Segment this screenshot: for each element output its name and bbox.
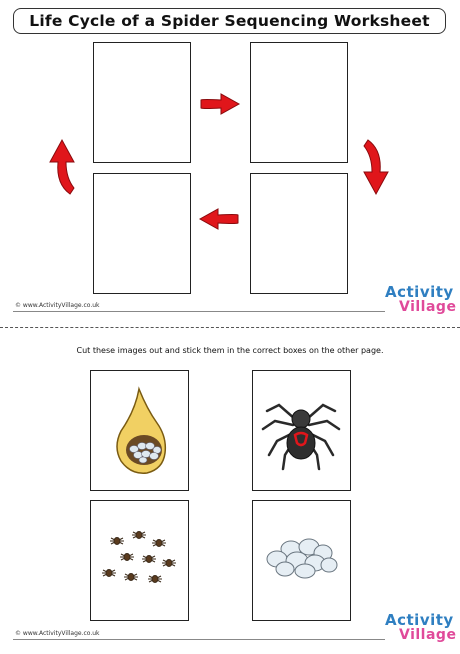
arrow-left-icon bbox=[198, 207, 240, 231]
sequence-box-2 bbox=[250, 42, 348, 163]
sequence-box-4 bbox=[93, 173, 191, 294]
copyright-text-bottom: © www.ActivityVillage.co.uk bbox=[15, 630, 100, 637]
sequence-box-1 bbox=[93, 42, 191, 163]
footer-rule-bottom bbox=[13, 639, 385, 640]
card-egg-sac bbox=[90, 370, 189, 491]
adult-spider-icon bbox=[253, 371, 349, 489]
spiderlings-icon bbox=[91, 501, 187, 619]
card-adult-spider bbox=[252, 370, 351, 491]
card-eggs bbox=[252, 500, 351, 621]
copyright-text-top: © www.ActivityVillage.co.uk bbox=[15, 302, 100, 309]
arrow-curved-down-icon bbox=[362, 138, 392, 196]
instruction-text: Cut these images out and stick them in the correct boxes on the other page. bbox=[76, 346, 384, 355]
arrow-right-icon bbox=[199, 92, 241, 116]
egg-sac-icon bbox=[91, 371, 187, 489]
worksheet-title: Life Cycle of a Spider Sequencing Worksheet bbox=[13, 8, 446, 34]
cut-line bbox=[0, 327, 460, 328]
card-spiderlings bbox=[90, 500, 189, 621]
eggs-icon bbox=[253, 501, 349, 619]
sequence-box-3 bbox=[250, 173, 348, 294]
footer-rule-top bbox=[13, 311, 385, 312]
activity-village-logo-bottom: Activity Village bbox=[385, 611, 457, 643]
arrow-curved-up-icon bbox=[46, 138, 76, 196]
activity-village-logo-top: Activity Village bbox=[385, 283, 457, 315]
